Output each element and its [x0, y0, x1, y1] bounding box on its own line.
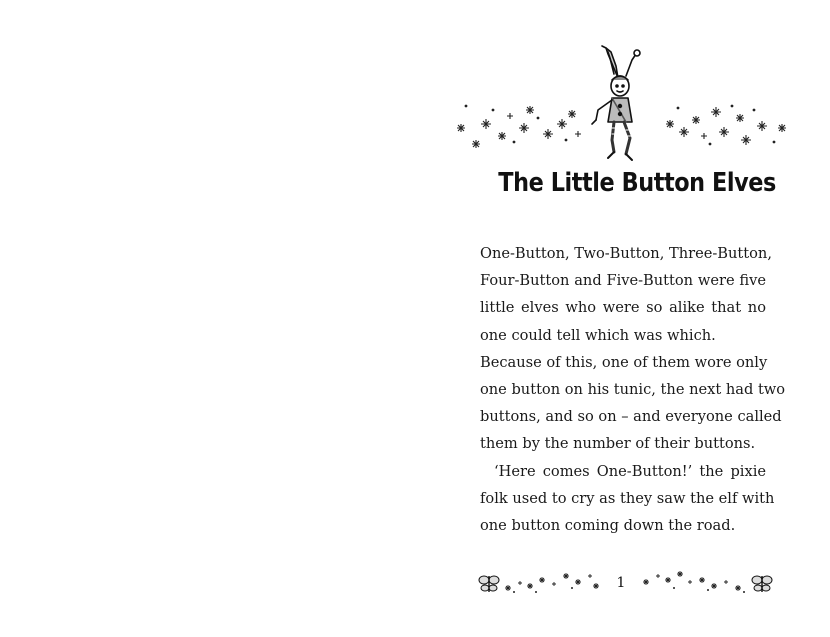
left-butterfly-icon — [479, 576, 499, 592]
right-sparkles-icon — [666, 105, 786, 146]
page-number: 1 — [616, 575, 626, 591]
chapter-body-text — [480, 240, 786, 539]
text-line: folk used to cry as they saw the elf with — [480, 489, 775, 507]
text-line: Because of this, one of them wore only — [480, 353, 768, 371]
text-line: one could tell which was which. — [480, 326, 716, 344]
text-line: Four-Button and Five-Button were five — [480, 272, 766, 290]
text-line: ‘Here comes One-Button!’ the pixie — [494, 462, 766, 480]
text-line: one button on his tunic, the next had two — [480, 380, 786, 398]
text-line: little elves who were so alike that no — [480, 299, 766, 317]
dancing-elf-icon — [592, 46, 640, 160]
text-line: buttons, and so on – and everyone called — [480, 408, 782, 426]
text-line: one button coming down the road. — [480, 516, 736, 534]
right-butterfly-icon — [752, 576, 772, 592]
text-line: One-Button, Two-Button, Three-Button, — [480, 245, 772, 262]
left-sparkles-icon — [457, 105, 581, 148]
chapter-title: The Little Button Elves — [498, 168, 776, 198]
elf-illustration-icon — [448, 44, 793, 174]
text-line: them by the number of their buttons. — [480, 435, 756, 453]
